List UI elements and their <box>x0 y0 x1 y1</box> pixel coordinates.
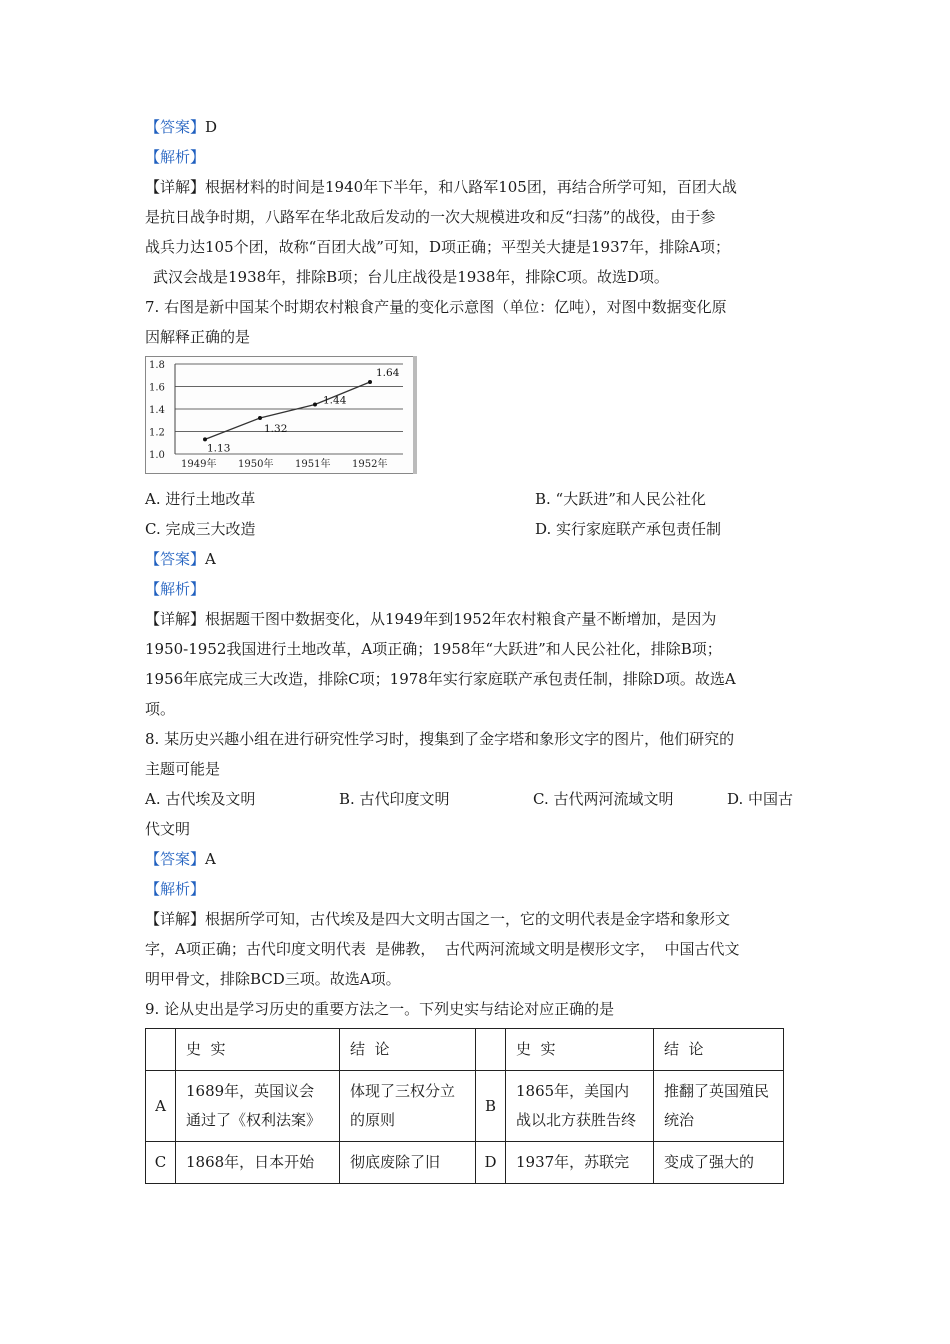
fact-cell: 1868年，日本开始 <box>176 1142 340 1184</box>
row-label: D <box>476 1142 506 1184</box>
q7-detail-line-1 <box>145 604 815 634</box>
q7-stem-line-1: 7. 右图是新中国某个时期农村粮食产量的变化示意图（单位：亿吨），对图中数据变化原 <box>145 298 727 316</box>
q6-detail-line-2: 是抗日战争时期，八路军在华北敌后发动的一次大规模进攻和反“扫荡”的战役，由于参 <box>145 208 716 226</box>
row-label: B <box>476 1071 506 1142</box>
header-cell-fact: 史 实 <box>176 1029 340 1071</box>
fact-cell: 1689年，英国议会通过了《权利法案》 <box>176 1071 340 1142</box>
q8-stem-line-2: 主题可能是 <box>145 760 221 778</box>
analysis-tag: 【解析】 <box>145 880 206 898</box>
q6-detail-line-1 <box>145 172 815 202</box>
answer-value: A <box>205 550 216 568</box>
q6-detail-line-4: 武汉会战是1938年，排除B项；台儿庄战役是1938年，排除C项。故选D项。 <box>153 268 669 286</box>
answer-tag: 【答案】 <box>145 118 206 136</box>
x-tick-label: 1952年 <box>352 459 388 470</box>
detail-text: 根据材料的时间是1940年下半年，和八路军105团，再结合所学可知，百团大战 <box>205 178 737 196</box>
data-label: 1.13 <box>207 442 231 455</box>
q6-detail-line-3: 战兵力达105个团，故称“百团大战”可知，D项正确；平型关大捷是1937年，排除A项； <box>145 238 731 256</box>
analysis-tag: 【解析】 <box>145 148 206 166</box>
q7-stem-line-2: 因解释正确的是 <box>145 328 251 346</box>
q7-option-c[interactable]: C. 完成三大改造 <box>145 520 256 538</box>
detail-tag: 【详解】 <box>145 610 206 628</box>
table-header-row <box>146 1029 784 1071</box>
q8-option-c[interactable]: C. 古代两河流域文明 <box>533 790 674 808</box>
q7-option-a[interactable]: A. 进行土地改革 <box>145 490 256 508</box>
conclusion-cell: 推翻了英国殖民统治 <box>654 1071 784 1142</box>
header-cell-conclusion: 结 论 <box>340 1029 476 1071</box>
row-label: C <box>146 1142 176 1184</box>
y-tick-label: 1.4 <box>149 405 165 416</box>
answer-value: D <box>205 118 218 136</box>
exam-page <box>145 112 815 1184</box>
table-row <box>146 1071 784 1142</box>
q7-option-d[interactable]: D. 实行家庭联产承包责任制 <box>535 520 722 538</box>
data-point <box>313 403 317 407</box>
q8-option-a[interactable]: A. 古代埃及文明 <box>145 790 256 808</box>
header-cell-fact: 史 实 <box>506 1029 654 1071</box>
data-point <box>368 380 372 384</box>
answer-tag: 【答案】 <box>145 550 206 568</box>
fact-conclusion-table <box>145 1028 784 1184</box>
chart-frame-edge <box>413 356 417 474</box>
q8-detail-line-3: 明甲骨文，排除BCD三项。故选A项。 <box>145 970 401 988</box>
q8-option-d[interactable]: D. 中国古 <box>727 790 794 808</box>
x-tick-label: 1950年 <box>238 459 274 470</box>
q7-detail-line-4: 项。 <box>145 700 176 718</box>
answer-value: A <box>205 850 216 868</box>
detail-text: 根据题干图中数据变化，从1949年到1952年农村粮食产量不断增加，是因为 <box>205 610 717 628</box>
q7-options-row-2 <box>145 514 815 544</box>
fact-cell: 1865年，美国内战以北方获胜告终 <box>506 1071 654 1142</box>
q8-stem-line-1: 8. 某历史兴趣小组在进行研究性学习时，搜集到了金字塔和象形文字的图片，他们研究的 <box>145 730 735 748</box>
data-label: 1.44 <box>323 394 347 407</box>
q8-answer <box>145 844 815 874</box>
q7-detail-line-3: 1956年底完成三大改造，排除C项；1978年实行家庭联产承包责任制，排除D项。故选A <box>145 670 736 688</box>
header-cell-conclusion: 结 论 <box>654 1029 784 1071</box>
conclusion-cell: 彻底废除了旧 <box>340 1142 476 1184</box>
row-label: A <box>146 1071 176 1142</box>
detail-text: 根据所学可知，古代埃及是四大文明古国之一，它的文明代表是金字塔和象形文 <box>205 910 731 928</box>
detail-tag: 【详解】 <box>145 178 206 196</box>
q6-answer <box>145 112 815 142</box>
q7-detail-line-2: 1950-1952我国进行土地改革，A项正确；1958年“大跃进”和人民公社化，排除B项； <box>145 640 722 658</box>
q9-stem: 9. 论从史出是学习历史的重要方法之一。下列史实与结论对应正确的是 <box>145 1000 615 1018</box>
x-tick-label: 1951年 <box>295 459 331 470</box>
q8-option-b[interactable]: B. 古代印度文明 <box>339 790 450 808</box>
data-point <box>258 416 262 420</box>
y-tick-label: 1.6 <box>149 382 165 394</box>
data-label: 1.64 <box>376 367 400 379</box>
y-tick-label: 1.8 <box>149 360 165 371</box>
data-label: 1.32 <box>264 423 288 435</box>
answer-tag: 【答案】 <box>145 850 206 868</box>
q7-options-row-1 <box>145 484 815 514</box>
fact-cell: 1937年，苏联完 <box>506 1142 654 1184</box>
table-row <box>146 1142 784 1184</box>
q6-analysis <box>145 142 815 172</box>
q8-options-row <box>145 784 815 814</box>
data-point <box>203 437 207 441</box>
header-cell-blank <box>146 1029 176 1071</box>
q7-answer <box>145 544 815 574</box>
y-tick-label: 1.2 <box>149 427 165 439</box>
analysis-tag: 【解析】 <box>145 580 206 598</box>
q8-option-wrap: 代文明 <box>145 820 191 838</box>
grain-chart-svg <box>145 356 417 474</box>
detail-tag: 【详解】 <box>145 910 206 928</box>
grain-chart <box>145 356 417 474</box>
header-cell-blank <box>476 1029 506 1071</box>
q7-option-b[interactable]: B. “大跃进”和人民公社化 <box>535 490 706 508</box>
q7-analysis <box>145 574 815 604</box>
conclusion-cell: 变成了强大的 <box>654 1142 784 1184</box>
y-tick-label: 1.0 <box>149 450 165 461</box>
conclusion-cell: 体现了三权分立的原则 <box>340 1071 476 1142</box>
q8-detail-line-1 <box>145 904 815 934</box>
x-tick-label: 1949年 <box>181 459 217 470</box>
q8-detail-line-2: 字，A项正确；古代印度文明代表 是佛教， 古代两河流域文明是楔形文字， 中国古代文 <box>145 940 740 958</box>
q8-analysis <box>145 874 815 904</box>
